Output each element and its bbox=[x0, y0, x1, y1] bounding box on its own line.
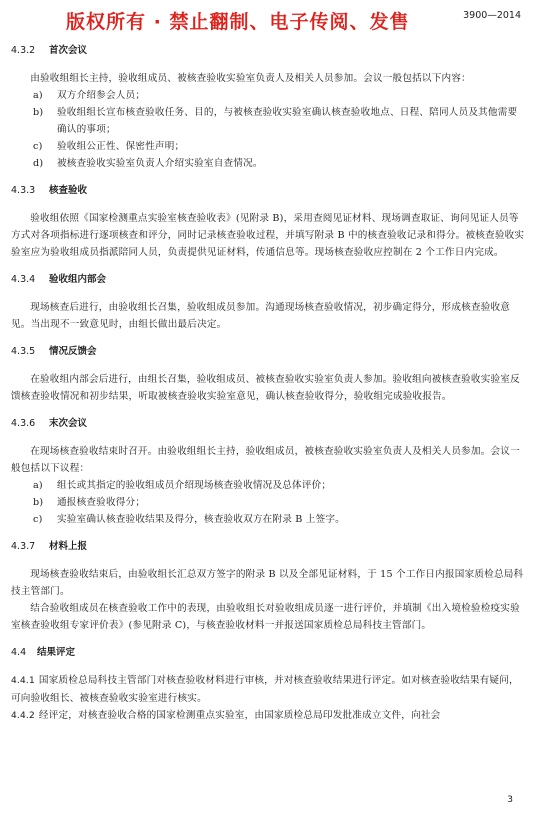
section-title: 首次会议 bbox=[49, 45, 88, 56]
section-title: 末次会议 bbox=[49, 418, 88, 429]
list-marker: b) bbox=[33, 107, 44, 118]
clause-number: 4.4.1 bbox=[11, 676, 35, 686]
list-marker: a) bbox=[33, 90, 43, 101]
list-item bbox=[11, 138, 527, 155]
clause-number: 4.4.2 bbox=[11, 711, 35, 721]
paragraph: 现场核查验收结束后，由验收组长汇总双方签字的附录 B 以及全部见证材料，于 15 个工作日内报国家质检总局科技主管部门。 bbox=[11, 569, 524, 597]
numbered-clause bbox=[11, 672, 527, 707]
paragraph: 验收组依照《国家检测重点实验室核查验收表》(见附录 B)，采用查阅见证材料、现场调查取证、询问见证人员等方式对各项指标进行逐项核查和评分，同时记录核查验收过程，并填写附录 B 中的核查验收记录和得分。被核查验收实验室应为验收组成员指派陪同人员，负责提供见证材料，传通信息等。现场核查验收应控制在 2 个工作日内完成。 bbox=[11, 213, 525, 258]
clause-text: 国家质检总局科技主管部门对核查验收材料进行审核，并对核查验收结果进行评定。如对核查验收结果有疑问，可向验收组长、被核查验收实验室进行核实。 bbox=[11, 675, 519, 704]
list-item bbox=[11, 511, 527, 528]
list-text: 验收组组长宣布核查验收任务、目的，与被核查验收实验室确认核查验收地点、日程、陪同人员及其他需要确认的事项； bbox=[57, 107, 518, 135]
section-number: 4.3.2 bbox=[11, 45, 36, 56]
section-heading bbox=[11, 273, 527, 286]
list-text: 双方介绍参会人员； bbox=[57, 90, 146, 101]
section-heading bbox=[11, 44, 527, 57]
section-number: 4.3.6 bbox=[11, 418, 36, 429]
paragraph: 在验收组内部会后进行，由组长召集，验收组成员、被核查验收实验室负责人参加。验收组向被核查验收实验室反馈核查验收情况和初步结果，听取被核查验收实验室意见，确认核查验收得分，验收组完成验收报告。 bbox=[11, 374, 520, 402]
list-marker: d) bbox=[33, 158, 44, 169]
section-number: 4.3.5 bbox=[11, 346, 36, 357]
list-marker: a) bbox=[33, 480, 43, 491]
list-text: 组长或其指定的验收组成员介绍现场核查验收情况及总体评价； bbox=[57, 480, 332, 491]
section-number: 4.4 bbox=[11, 647, 27, 658]
list-text: 实验室确认核查验收结果及得分，核查验收双方在附录 B 上签字。 bbox=[57, 514, 345, 525]
list-item bbox=[11, 494, 527, 511]
section-title: 情况反馈会 bbox=[49, 346, 97, 357]
section-number: 4.3.7 bbox=[11, 541, 36, 552]
list-item bbox=[11, 477, 527, 494]
section-heading bbox=[11, 184, 527, 197]
list-marker: c) bbox=[33, 141, 43, 152]
section-title: 材料上报 bbox=[49, 541, 88, 552]
list-marker: c) bbox=[33, 514, 43, 525]
section-number: 4.3.4 bbox=[11, 274, 36, 285]
paragraph: 在现场核查验收结束时召开。由验收组组长主持，验收组成员，被核查验收实验室负责人及相关人员参加。会议一般包括以下议程： bbox=[11, 446, 520, 474]
section-heading bbox=[11, 646, 527, 659]
paragraph: 现场核查后进行，由验收组长召集，验收组成员参加。沟通现场核查验收情况，初步确定得分，形成核查验收意见。当出现不一致意见时，由组长做出最后决定。 bbox=[11, 302, 511, 330]
list-text: 验收组公正性、保密性声明； bbox=[57, 141, 185, 152]
section-number: 4.3.3 bbox=[11, 185, 36, 196]
section-heading bbox=[11, 417, 527, 430]
list-text: 通报核查验收得分； bbox=[57, 497, 146, 508]
section-title: 核查验收 bbox=[49, 185, 88, 196]
section-title: 验收组内部会 bbox=[49, 274, 107, 285]
numbered-clause bbox=[11, 707, 527, 725]
document-body bbox=[11, 44, 527, 725]
clause-text: 经评定，对核查验收合格的国家检测重点实验室，由国家质检总局印发批准成立文件，向社会 bbox=[38, 710, 441, 721]
list-item bbox=[11, 155, 527, 172]
page-number: 3 bbox=[507, 795, 513, 805]
list-text: 被核查验收实验室负责人介绍实验室自查情况。 bbox=[57, 158, 263, 169]
paragraph: 结合验收组成员在核查验收工作中的表现，由验收组长对验收组成员逐一进行评价，并填制《出入境检验检疫实验室核查验收组专家评价表》(参见附录 C)，与核查验收材料一并报送国家质检总局科技主管部门。 bbox=[11, 603, 520, 631]
standard-code: 3900—2014 bbox=[463, 10, 521, 21]
list-item bbox=[11, 104, 527, 138]
section-title: 结果评定 bbox=[37, 647, 76, 658]
list-item bbox=[11, 87, 527, 104]
section-heading bbox=[11, 540, 527, 553]
list-marker: b) bbox=[33, 497, 44, 508]
copyright-watermark: 版权所有 · 禁止翻制、电子传阅、发售 bbox=[66, 11, 410, 33]
paragraph: 由验收组组长主持，验收组成员、被核查验收实验室负责人及相关人员参加。会议一般包括以下内容： bbox=[30, 73, 471, 84]
section-heading bbox=[11, 345, 527, 358]
